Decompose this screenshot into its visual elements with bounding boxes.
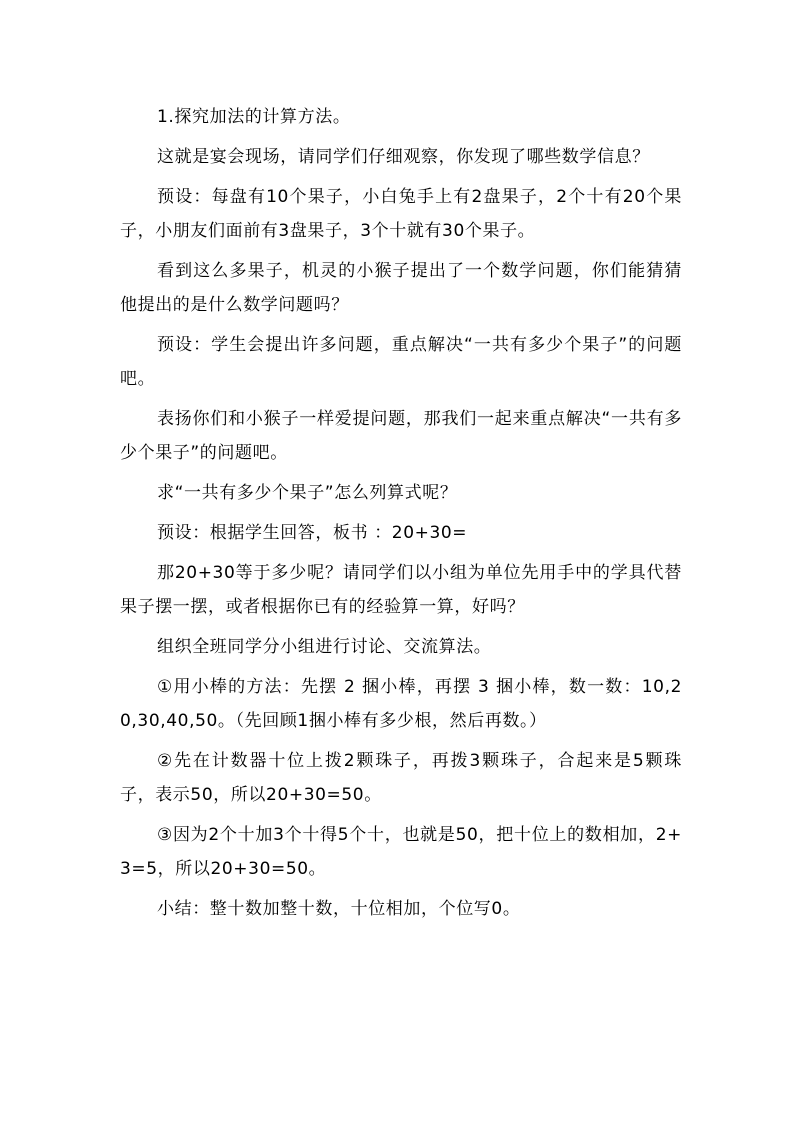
paragraph: 表扬你们和小猴子一样爱提问题，那我们一起来重点解决“一共有多少个果子”的问题吧。 bbox=[120, 409, 682, 463]
paragraph: 预设：学生会提出许多问题，重点解决“一共有多少个果子”的问题吧。 bbox=[120, 335, 682, 389]
paragraph: 预设：根据学生回答，板书 ：20+30= bbox=[157, 523, 468, 543]
paragraph: 这就是宴会现场，请同学们仔细观察，你发现了哪些数学信息？ bbox=[157, 147, 650, 167]
paragraph: ③因为2个十加3个十得5个十，也就是50，把十位上的数相加，2+3=5，所以20+30=50。 bbox=[120, 825, 682, 879]
paragraph: 组织全班同学分小组进行讨论、交流算法。 bbox=[157, 637, 492, 657]
paragraph: 求“一共有多少个果子”怎么列算式呢？ bbox=[157, 483, 458, 503]
paragraph: 那20+30等于多少呢？请同学们以小组为单位先用手中的学具代替果子摆一摆，或者根据你已有的经验算一算，好吗？ bbox=[120, 563, 682, 617]
paragraph: 看到这么多果子，机灵的小猴子提出了一个数学问题，你们能猜猜他提出的是什么数学问题吗？ bbox=[120, 261, 682, 315]
section-heading: 1.探究加法的计算方法。 bbox=[157, 107, 351, 127]
paragraph: 预设：每盘有10个果子，小白兔手上有2盘果子，2个十有20个果子，小朋友们面前有3盘果子，3个十就有30个果子。 bbox=[120, 187, 682, 241]
summary-paragraph: 小结：整十数加整十数，十位相加，个位写0。 bbox=[157, 899, 521, 919]
paragraph: ①用小棒的方法：先摆 2 捆小棒，再摆 3 捆小棒，数一数：10,20,30,40,50。（先回顾1捆小棒有多少根，然后再数。） bbox=[120, 677, 682, 731]
document-body bbox=[120, 100, 682, 932]
paragraph: ②先在计数器十位上拨2颗珠子，再拨3颗珠子，合起来是5颗珠子，表示50，所以20+30=50。 bbox=[120, 751, 682, 805]
